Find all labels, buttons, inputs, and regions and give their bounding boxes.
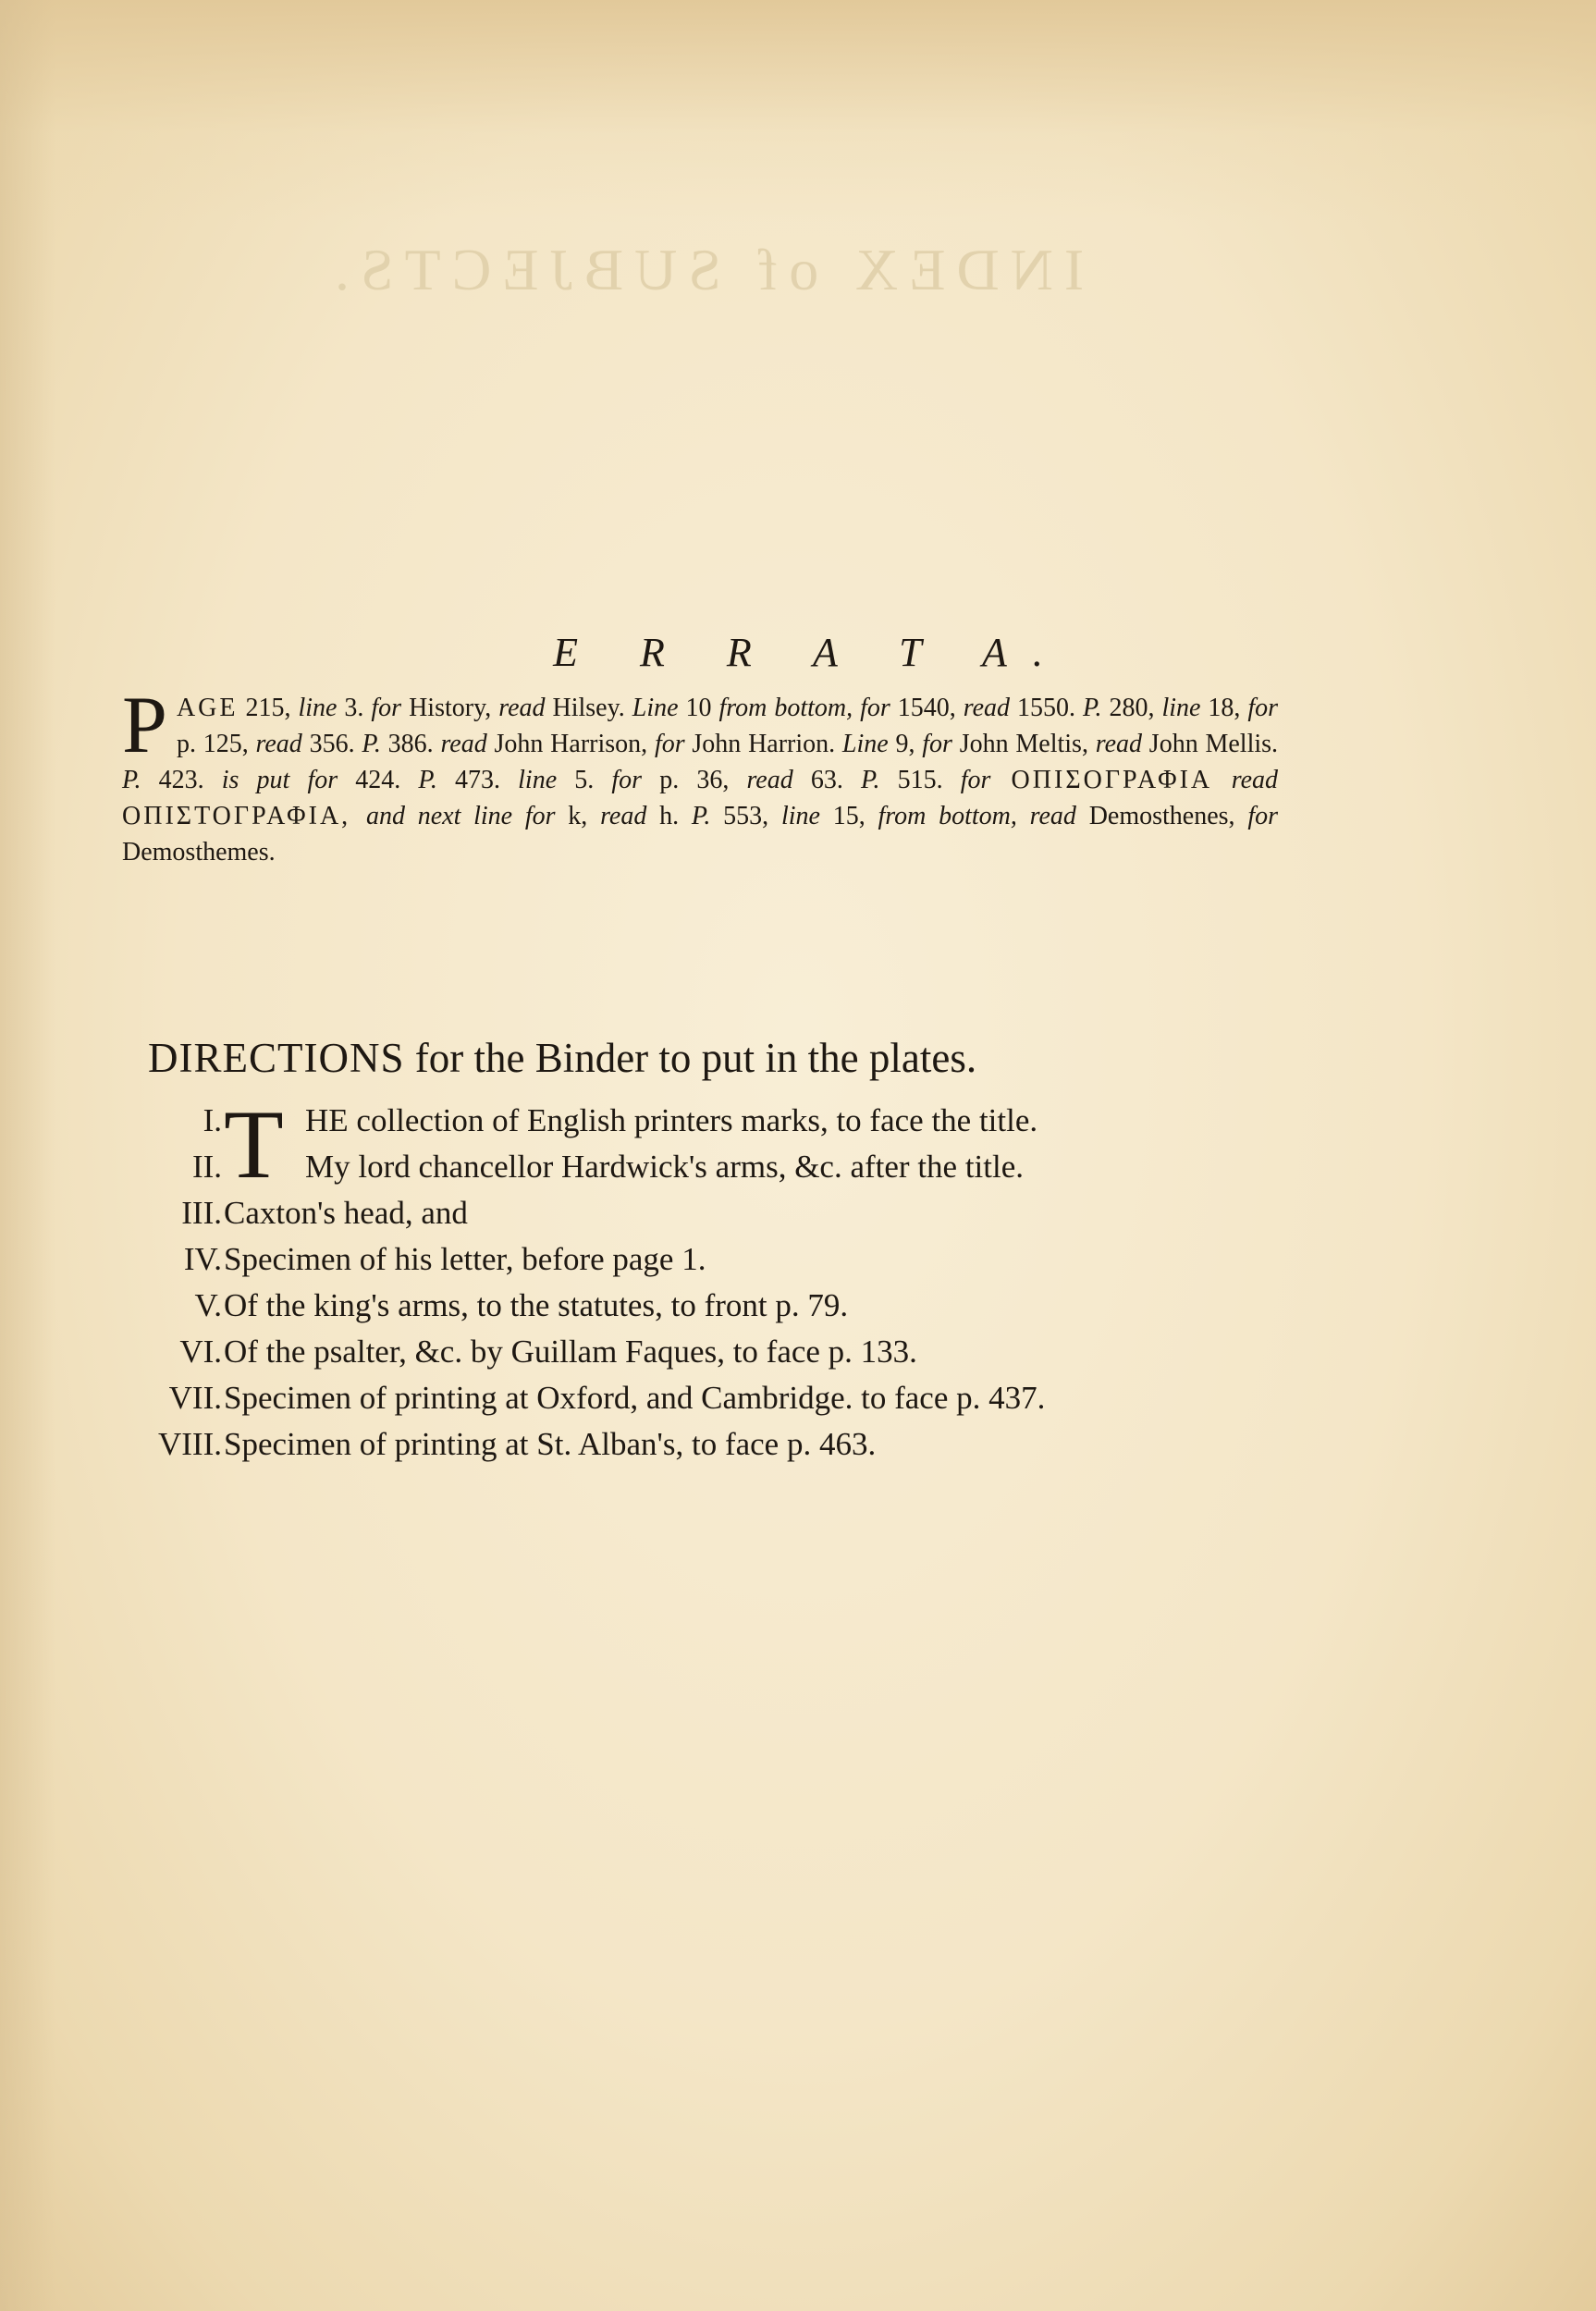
- directions-item-text: Of the psalter, &c. by Guillam Faques, to face p. 133.: [224, 1334, 917, 1370]
- errata-segment: line: [1161, 694, 1201, 722]
- directions-item: [120, 1241, 1489, 1287]
- errata-segment: read: [1095, 730, 1143, 758]
- errata-segment: Demosthenes,: [1075, 802, 1248, 830]
- errata-segment: Hilsey.: [545, 694, 632, 722]
- errata-segment: read: [963, 694, 1011, 722]
- errata-segment: Line: [632, 694, 679, 722]
- directions-item-text: My lord chancellor Hardwick's arms, &c. after the title.: [305, 1149, 1025, 1185]
- errata-segment: for: [960, 766, 991, 794]
- errata-segment: is put for: [221, 766, 338, 794]
- errata-segment: from bottom,: [878, 802, 1017, 830]
- errata-segment: [853, 694, 860, 722]
- errata-segment: P.: [418, 766, 437, 794]
- errata-segment: 473.: [436, 766, 519, 794]
- errata-segment: for: [1247, 694, 1279, 722]
- show-through-heading: INDEX of SUBJECTS.: [324, 237, 1085, 302]
- directions-item-number: VIII.: [158, 1426, 222, 1462]
- directions-title-rest: for the Binder to put in the plates.: [404, 1035, 977, 1081]
- errata-segment: Demosthemes.: [122, 838, 276, 867]
- errata-segment: P.: [691, 802, 711, 830]
- errata-segment: for: [611, 766, 643, 794]
- errata-segment: ΟΠΙΣΟΓΡΑΦΙΑ: [990, 766, 1232, 794]
- errata-segment: 5.: [557, 766, 612, 794]
- errata-segment: read: [255, 730, 302, 758]
- directions-item-number: VI.: [179, 1334, 222, 1370]
- errata-segment: line: [298, 694, 338, 722]
- errata-segment: [1017, 802, 1030, 830]
- errata-segment: read: [600, 802, 647, 830]
- errata-segment: for: [922, 730, 952, 758]
- errata-segment: History,: [401, 694, 499, 722]
- errata-dropcap: P: [122, 681, 167, 770]
- directions-item: [120, 1426, 1489, 1472]
- errata-segment: 3.: [337, 694, 372, 722]
- directions-item-text: Specimen of printing at St. Alban's, to face p. 463.: [224, 1426, 877, 1462]
- errata-segment: AGE: [176, 694, 239, 722]
- errata-segment: k,: [555, 802, 601, 830]
- errata-segment: 356.: [301, 730, 362, 758]
- errata-title: E R R A T A.: [553, 630, 1069, 675]
- directions-item: [120, 1334, 1489, 1380]
- errata-segment: 553,: [710, 802, 781, 830]
- directions-list: [120, 1090, 1489, 1472]
- errata-segment: read: [440, 730, 487, 758]
- errata-segment: John Meltis,: [951, 730, 1096, 758]
- errata-segment: from bottom,: [718, 694, 853, 722]
- directions-item-number: II.: [191, 1149, 222, 1185]
- directions-item-text: Specimen of his letter, before page 1.: [224, 1241, 706, 1277]
- directions-dropcap: T: [224, 1090, 284, 1199]
- errata-segment: line: [518, 766, 558, 794]
- errata-segment: John Mellis.: [1142, 730, 1279, 758]
- errata-segment: 280,: [1101, 694, 1162, 722]
- directions-title: [148, 1034, 1489, 1082]
- errata-segment: 424.: [338, 766, 419, 794]
- errata-segment: 63.: [792, 766, 861, 794]
- errata-segment: read: [1029, 802, 1076, 830]
- directions-item: [120, 1195, 1489, 1241]
- directions-item: [120, 1380, 1489, 1426]
- directions-item-number: I.: [203, 1102, 222, 1138]
- errata-segment: and next line for: [365, 802, 556, 830]
- errata-segment: 15,: [819, 802, 878, 830]
- errata-segment: read: [746, 766, 793, 794]
- errata-segment: 423.: [141, 766, 222, 794]
- errata-segment: read: [498, 694, 546, 722]
- errata-paragraph: [122, 681, 1279, 870]
- directions-item-number: III.: [181, 1195, 222, 1231]
- directions-item-number: V.: [194, 1287, 222, 1323]
- errata-segment: 1550.: [1010, 694, 1083, 722]
- errata-segment: line: [780, 802, 820, 830]
- errata-segment: p. 125,: [176, 730, 256, 758]
- errata-segment: 10: [678, 694, 719, 722]
- directions-item-text: Of the king's arms, to the statutes, to front p. 79.: [224, 1287, 849, 1323]
- errata-segment: h.: [646, 802, 692, 830]
- errata-segment: P.: [1082, 694, 1102, 722]
- show-through-text: [324, 236, 1248, 304]
- errata-segment: for: [371, 694, 402, 722]
- errata-segment: 18,: [1200, 694, 1248, 722]
- errata-segment: John Harrion.: [684, 730, 842, 758]
- errata-segment: John Harrison,: [486, 730, 655, 758]
- directions-item-number: VII.: [168, 1380, 222, 1416]
- errata-segment: 9,: [888, 730, 923, 758]
- errata-segment: ΟΠΙΣΤΟΓΡΑΦΙΑ,: [122, 802, 366, 830]
- directions-item: [120, 1149, 1489, 1195]
- errata-segment: for: [1247, 802, 1279, 830]
- errata-segment: for: [860, 694, 890, 722]
- errata-segment: 386.: [380, 730, 441, 758]
- errata-segment: p. 36,: [642, 766, 747, 794]
- errata-segment: P.: [122, 766, 141, 794]
- directions-item: [120, 1287, 1489, 1334]
- directions-item-text: Specimen of printing at Oxford, and Cambridge. to face p. 437.: [224, 1380, 1046, 1416]
- directions-title-caps: DIRECTIONS: [148, 1035, 405, 1081]
- directions-item-number: IV.: [183, 1241, 222, 1277]
- errata-segment: 215,: [238, 694, 299, 722]
- errata-segment: 1540,: [890, 694, 964, 722]
- errata-segment: 515.: [879, 766, 961, 794]
- errata-segment: read: [1231, 766, 1279, 794]
- errata-segment: for: [654, 730, 685, 758]
- errata-segment: P.: [362, 730, 381, 758]
- directions-item-text: HE collection of English printers marks, to face the title.: [305, 1102, 1038, 1138]
- errata-segment: Line: [841, 730, 889, 758]
- errata-segment: P.: [861, 766, 880, 794]
- directions-item-text: Caxton's head, and: [224, 1195, 468, 1231]
